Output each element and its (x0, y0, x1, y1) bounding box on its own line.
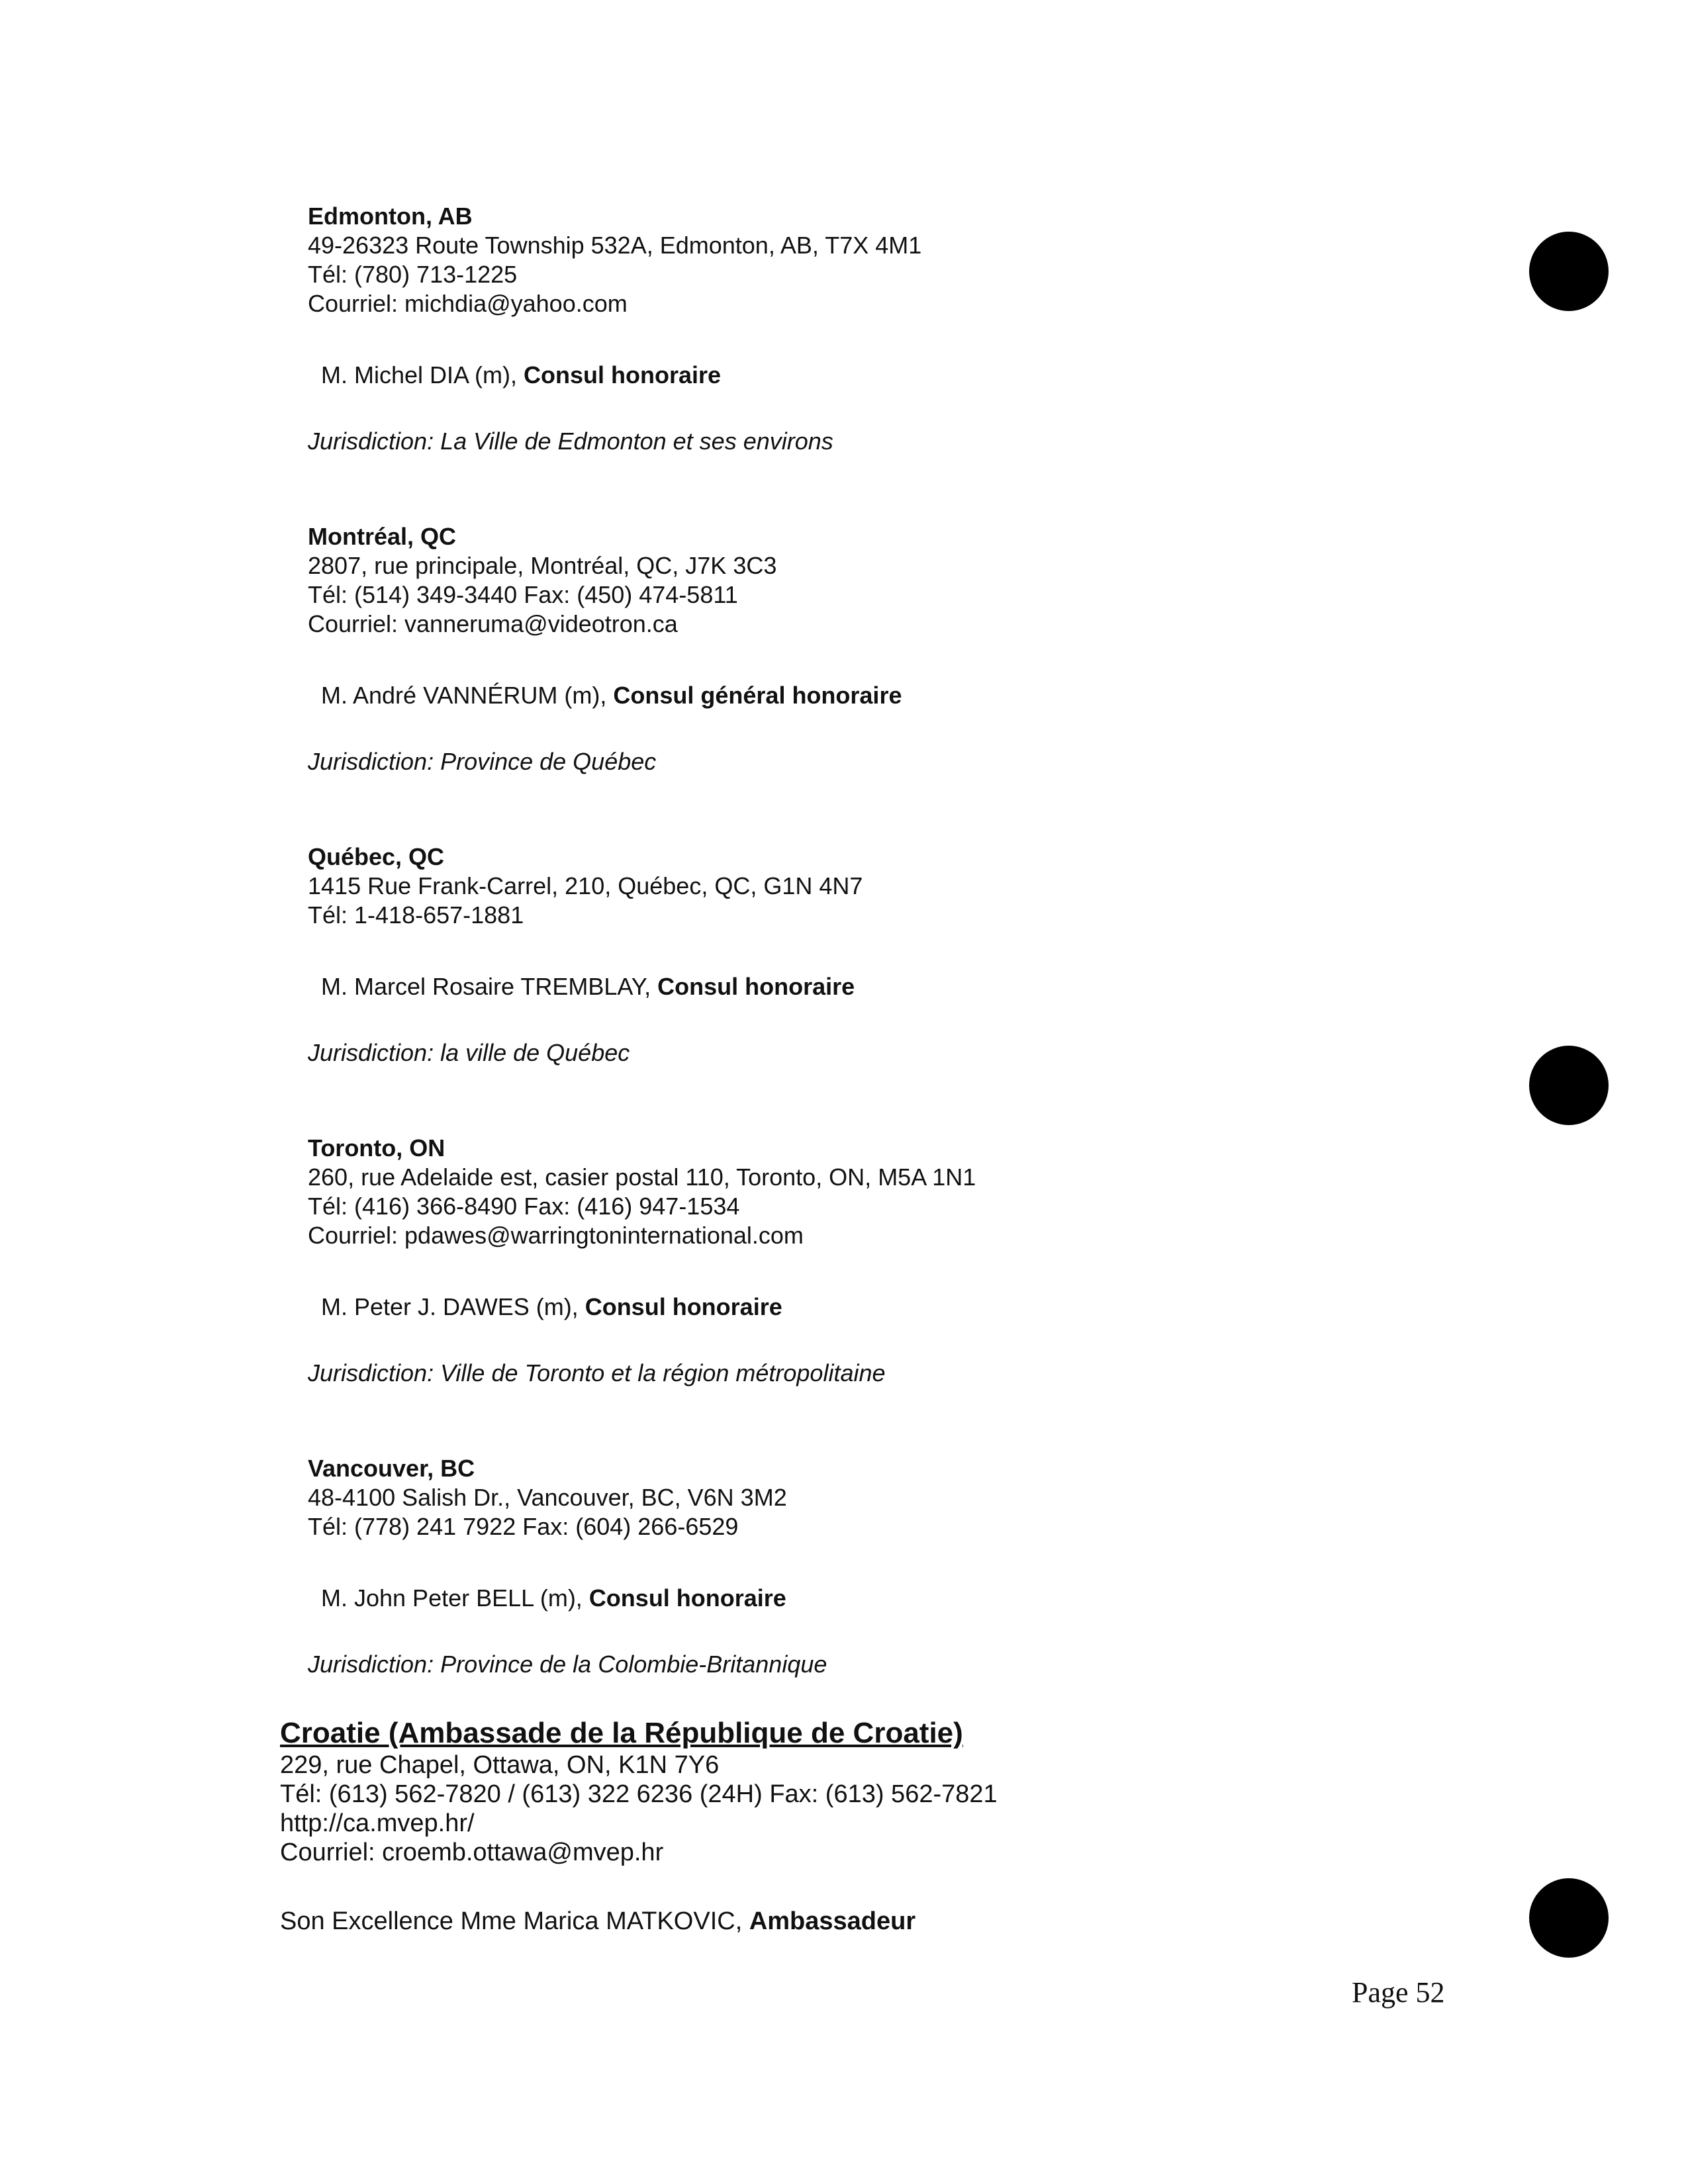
page-number: Page 52 (1352, 1976, 1445, 2009)
consul-line (308, 681, 1499, 710)
consulate-jurisdiction: Jurisdiction: La Ville de Edmonton et ses environs (308, 428, 833, 455)
consulate-email: Courriel: vanneruma@videotron.ca (308, 610, 678, 637)
embassy-website: http://ca.mvep.hr/ (280, 1809, 475, 1837)
section-spacer (308, 1388, 1499, 1454)
embassy-entry-croatia (280, 1716, 1499, 1936)
consul-name: M. John Peter BELL (m), (321, 1584, 589, 1612)
consulate-address: 49-26323 Route Township 532A, Edmonton, AB, T7X 4M1 (308, 232, 922, 259)
consul-title: Consul honoraire (524, 361, 722, 388)
consulate-city: Québec, QC (308, 843, 445, 870)
consul-title: Consul honoraire (657, 973, 855, 1000)
consulate-phone: Tél: (780) 713-1225 (308, 261, 518, 288)
consul-title: Consul honoraire (588, 1584, 786, 1612)
consulate-phone: Tél: (514) 349-3440 Fax: (450) 474-5811 (308, 581, 738, 608)
punch-hole-top (1529, 232, 1609, 311)
consulate-entry-quebec (308, 842, 1499, 1068)
consulate-address: 48-4100 Salish Dr., Vancouver, BC, V6N 3M2 (308, 1484, 787, 1511)
section-spacer (308, 1679, 1499, 1716)
ambassador-line (280, 1907, 1499, 1936)
consulate-jurisdiction: Jurisdiction: Ville de Toronto et la région métropolitaine (308, 1359, 886, 1387)
consul-title: Consul honoraire (585, 1293, 782, 1320)
consulate-address: 260, rue Adelaide est, casier postal 110, Toronto, ON, M5A 1N1 (308, 1163, 976, 1191)
consulate-phone: Tél: (778) 241 7922 Fax: (604) 266-6529 (308, 1513, 739, 1540)
consulate-city: Montréal, QC (308, 523, 457, 550)
embassy-heading: Croatie (Ambassade de la République de Croatie) (280, 1717, 963, 1749)
consulate-address: 2807, rue principale, Montréal, QC, J7K 3C3 (308, 552, 777, 579)
ambassador-title: Ambassadeur (749, 1907, 916, 1935)
punch-hole-middle (1529, 1046, 1609, 1125)
consul-line (308, 972, 1499, 1001)
consulate-email: Courriel: pdawes@warringtoninternational.com (308, 1222, 804, 1249)
consulate-city: Edmonton, AB (308, 203, 473, 230)
consul-name: M. André VANNÉRUM (m), (321, 682, 614, 709)
consulate-jurisdiction: Jurisdiction: Province de la Colombie-Britannique (308, 1651, 827, 1678)
consulate-phone: Tél: (416) 366-8490 Fax: (416) 947-1534 (308, 1193, 740, 1220)
consul-name: M. Peter J. DAWES (m), (321, 1293, 585, 1320)
consulate-address: 1415 Rue Frank-Carrel, 210, Québec, QC, G1N 4N7 (308, 872, 863, 899)
consulate-email: Courriel: michdia@yahoo.com (308, 290, 628, 317)
consulate-city: Toronto, ON (308, 1134, 445, 1161)
consul-name: M. Michel DIA (m), (321, 361, 524, 388)
consulate-phone: Tél: 1-418-657-1881 (308, 901, 524, 929)
section-spacer (308, 776, 1499, 842)
consulate-jurisdiction: Jurisdiction: la ville de Québec (308, 1039, 630, 1066)
consulate-jurisdiction: Jurisdiction: Province de Québec (308, 748, 657, 775)
consulate-city: Vancouver, BC (308, 1455, 475, 1482)
embassy-phone: Tél: (613) 562-7820 / (613) 322 6236 (24H) Fax: (613) 562-7821 (280, 1780, 998, 1808)
section-spacer (308, 1068, 1499, 1134)
consul-line (308, 1293, 1499, 1322)
consul-name: M. Marcel Rosaire TREMBLAY, (321, 973, 658, 1000)
embassy-address: 229, rue Chapel, Ottawa, ON, K1N 7Y6 (280, 1751, 720, 1779)
embassy-email: Courriel: croemb.ottawa@mvep.hr (280, 1839, 664, 1866)
directory-content (280, 202, 1499, 1936)
consulate-entry-toronto (308, 1134, 1499, 1388)
consul-line (308, 361, 1499, 390)
consulate-entry-vancouver (308, 1454, 1499, 1679)
ambassador-name: Son Excellence Mme Marica MATKOVIC, (280, 1907, 749, 1935)
consulate-entry-edmonton (308, 202, 1499, 456)
consulate-entry-montreal (308, 522, 1499, 776)
punch-hole-bottom (1529, 1878, 1609, 1958)
consul-line (308, 1584, 1499, 1613)
section-spacer (308, 456, 1499, 522)
consul-title: Consul général honoraire (613, 682, 902, 709)
